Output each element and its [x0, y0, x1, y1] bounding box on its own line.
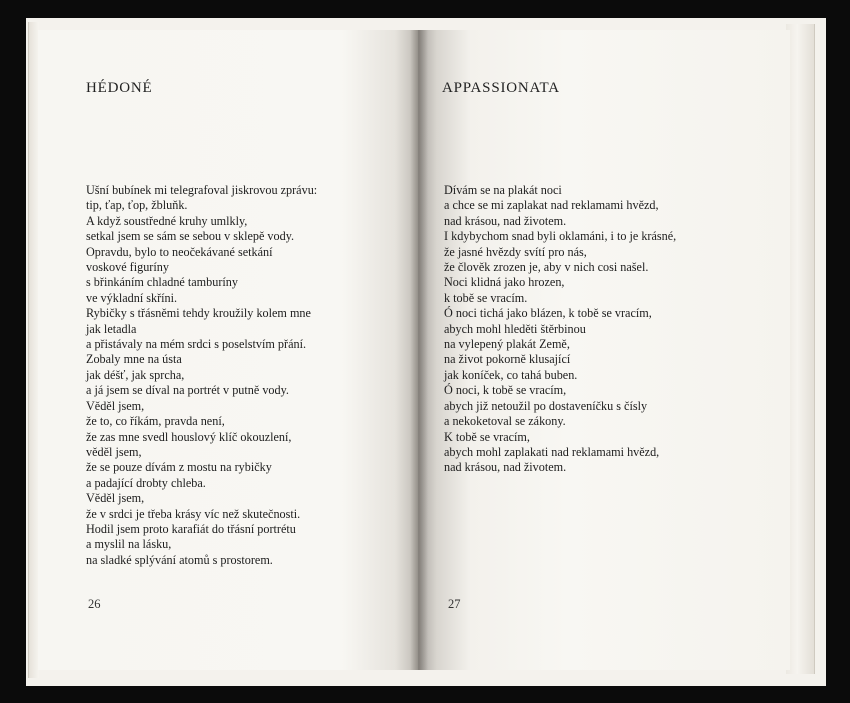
right-page-number: 27: [448, 597, 461, 611]
poem-line: s břinkáním chladné tamburíny: [86, 275, 238, 290]
poem-line: Věděl jsem,: [86, 491, 145, 506]
poem-line: a nekoketoval se zákony.: [444, 414, 566, 429]
poem-line: Rybičky s třásněmi tehdy kroužily kolem mne: [86, 306, 311, 321]
right-poem-title: APPASSIONATA: [442, 80, 560, 96]
poem-line: a chce se mi zaplakat nad reklamami hvězd,: [444, 198, 659, 213]
poem-line: Dívám se na plakát noci: [444, 183, 562, 197]
right-poem-body: [444, 183, 676, 476]
poem-line: K tobě se vracím,: [444, 429, 530, 444]
poem-line: I kdybychom snad byli oklamáni, i to je krásné,: [444, 229, 677, 244]
poem-line: Ó noci tichá jako blázen, k tobě se vracím,: [444, 306, 652, 321]
poem-line: že člověk zrozen je, aby v nich cosi našel.: [444, 260, 649, 275]
poem-line: Opravdu, bylo to neočekávané setkání: [86, 244, 273, 259]
poem-line: nad krásou, nad životem.: [444, 213, 567, 228]
poem-line: nad krásou, nad životem.: [444, 460, 567, 475]
poem-line: A když soustředné kruhy umlkly,: [86, 213, 248, 228]
poem-line: že jasné hvězdy svítí pro nás,: [444, 244, 587, 259]
left-poem-body: [86, 183, 317, 568]
poem-line: jak déšť, jak sprcha,: [86, 367, 185, 382]
poem-line: na život pokorně klusající: [444, 352, 571, 367]
poem-line: jak koníček, co tahá buben.: [444, 367, 578, 382]
poem-line: a přistávaly na mém srdci s poselstvím přání.: [86, 337, 307, 352]
left-page-number: 26: [88, 597, 101, 611]
poem-line: a myslil na lásku,: [86, 537, 172, 552]
poem-line: že se pouze dívám z mostu na rybičky: [86, 460, 272, 475]
poem-line: jak letadla: [86, 321, 137, 336]
poem-line: že to, co říkám, pravda není,: [86, 414, 225, 429]
book-gutter: [410, 30, 428, 670]
poem-line: a já jsem se díval na portrét v putně vody.: [86, 383, 289, 398]
poem-line: Noci klidná jako hrozen,: [444, 275, 565, 290]
background-top: [0, 0, 850, 18]
page-edges-right: [786, 24, 815, 674]
poem-line: tip, ťap, ťop, žbluňk.: [86, 198, 188, 213]
poem-line: na vylepený plakát Země,: [444, 337, 570, 352]
poem-line: abych mohl zaplakati nad reklamami hvězd,: [444, 444, 660, 459]
poem-line: abych již netoužil po dostaveníčku s čísly: [444, 398, 648, 413]
poem-line: Hodil jsem proto karafiát do třásní portrétu: [86, 521, 296, 536]
left-poem-title: HÉDONÉ: [86, 80, 153, 96]
poem-line: Ušní bubínek mi telegrafoval jiskrovou zprávu:: [86, 183, 318, 197]
poem-line: ve výkladní skříni.: [86, 290, 178, 305]
poem-line: na sladké splývání atomů s prostorem.: [86, 552, 273, 567]
poem-line: Zobaly mne na ústa: [86, 352, 182, 367]
poem-line: že zas mne svedl houslový klíč okouzlení,: [86, 429, 292, 444]
poem-line: setkal jsem se sám se sebou v sklepě vody.: [86, 229, 295, 244]
poem-line: k tobě se vracím.: [444, 290, 528, 305]
poem-line: abych mohl hleděti štěrbinou: [444, 321, 586, 336]
poem-line: a padající drobty chleba.: [86, 475, 206, 490]
poem-line: Ó noci, k tobě se vracím,: [444, 383, 567, 398]
poem-line: voskové figuríny: [86, 260, 169, 275]
poem-line: Věděl jsem,: [86, 398, 145, 413]
poem-line: že v srdci je třeba krásy víc než skutečnosti.: [86, 506, 301, 521]
poem-line: věděl jsem,: [86, 444, 142, 459]
